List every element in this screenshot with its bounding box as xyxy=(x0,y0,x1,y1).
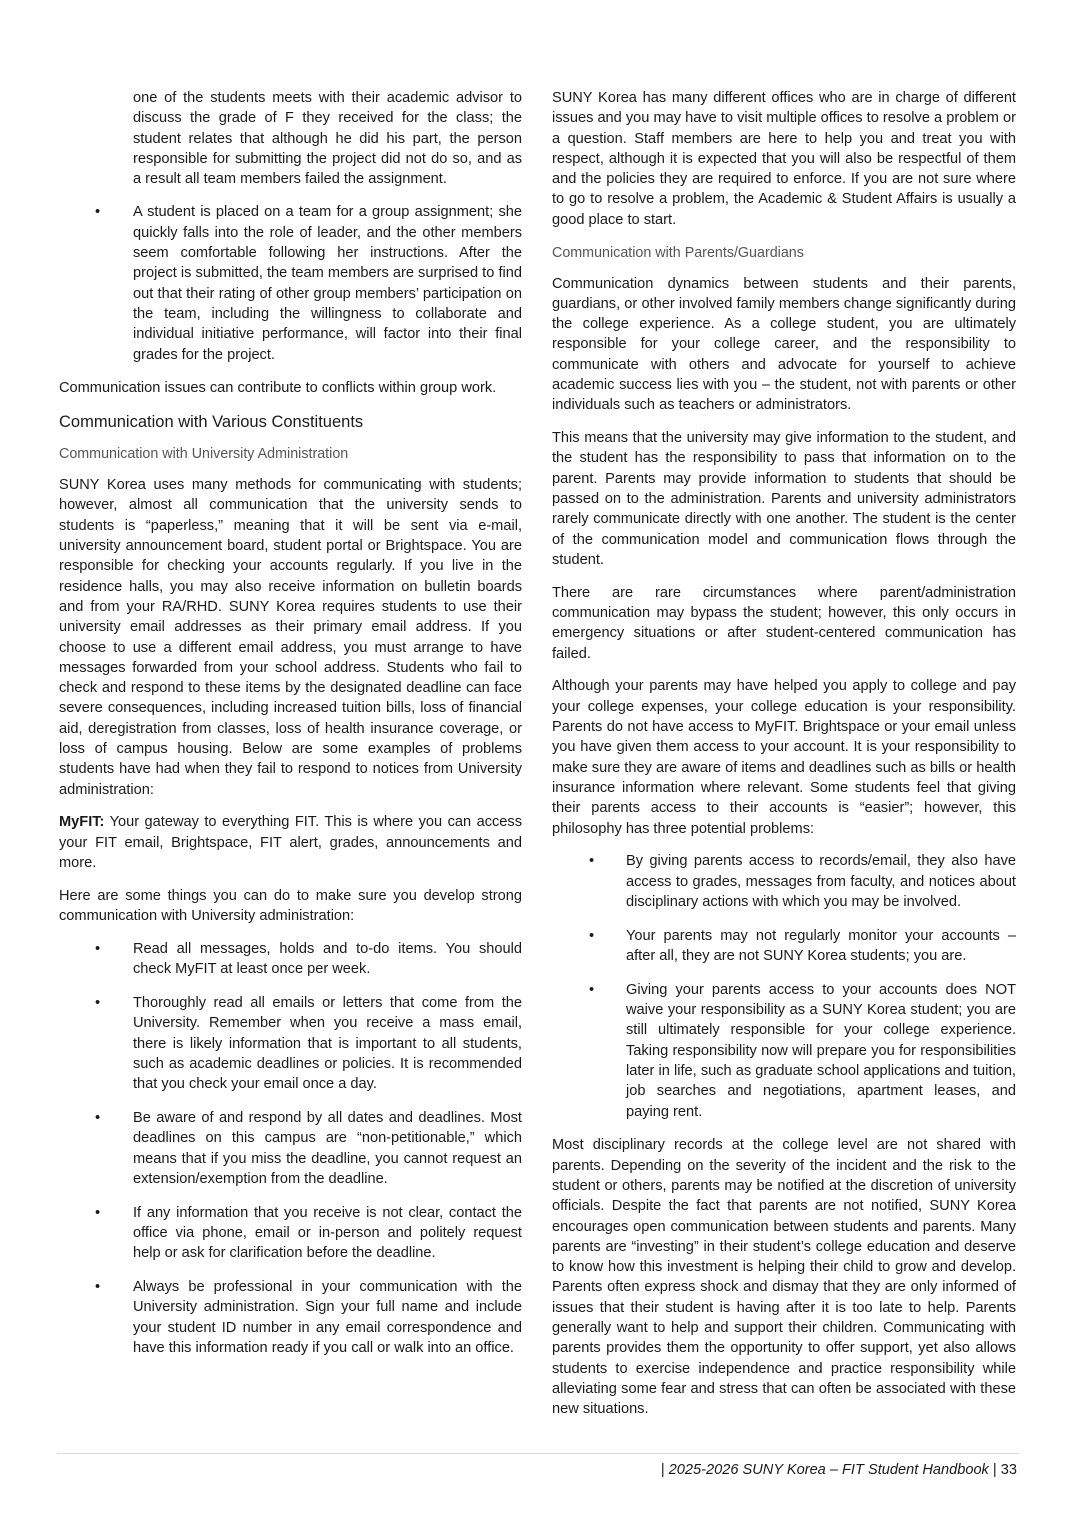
list-item-text: Be aware of and respond by all dates and deadlines. Most deadlines on this campus are “non-petitionable,” which means that if you miss the deadline, you cannot request an extension/exemption from the deadline. xyxy=(133,1109,522,1187)
paragraph-conflicts: Communication issues can contribute to conflicts within group work. xyxy=(59,380,497,397)
subheading-parents: Communication with Parents/Guardians xyxy=(552,244,804,261)
list-item xyxy=(552,851,1016,912)
bullet-icon: • xyxy=(589,981,595,998)
right-column xyxy=(552,88,1016,1432)
list-item-text: A student is placed on a team for a group assignment; she quickly falls into the role of leader, and the other members seem comfortable following her instructions. After the project is submitted, the team members are surprised to find out that their rating of other group members’ participation on the team, including the willingness to collaborate and individual initiative performance, will factor into their final grades for the project. xyxy=(133,204,522,363)
bullet-continuation: one of the students meets with their academic advisor to discuss the grade of F they received for the class; the student relates that although he did his part, the person responsible for submitting the project did not do so, and as a result all team members failed the assignment. xyxy=(133,90,522,188)
footer-separator: | xyxy=(660,1462,669,1478)
paragraph-myfit xyxy=(59,812,522,873)
page-footer xyxy=(661,1460,1017,1480)
myfit-text: Your gateway to everything FIT. This is where you can access your FIT email, Brightspace, FIT alert, grades, announcements and more. xyxy=(59,814,522,871)
list-item-text: Always be professional in your communication with the University administration. Sign your full name and include your student ID number in any email correspondence and have this information ready if you call or walk into an office. xyxy=(133,1279,522,1356)
subheading-administration: Communication with University Administration xyxy=(59,446,349,463)
list-item-text: Giving your parents access to your accounts does NOT waive your responsibility as a SUNY Korea student; you are still ultimately responsible for your college experience. Taking responsibility now will prepare you for responsibilities later in life, such as graduate school applications and tuition, job searches and negotiations, apartment leases, and paying rent. xyxy=(626,981,1016,1120)
bullet-icon: • xyxy=(589,853,595,870)
list-item xyxy=(552,980,1016,1122)
parent-access-bullets xyxy=(552,851,1016,1122)
list-item xyxy=(59,202,522,364)
list-item-text: Read all messages, holds and to-do items. You should check MyFIT at least once per week. xyxy=(133,940,522,978)
group-work-bullets xyxy=(59,202,522,364)
list-item xyxy=(59,993,522,1094)
left-column xyxy=(59,88,522,1372)
bullet-icon: • xyxy=(95,994,101,1011)
list-item-text: If any information that you receive is not clear, contact the office via phone, email or in-person and politely request help or ask for clarification before the deadline. xyxy=(133,1204,522,1262)
list-item xyxy=(552,926,1016,967)
bullet-icon: • xyxy=(95,940,101,957)
admin-tips-bullets xyxy=(59,939,522,1358)
bullet-icon: • xyxy=(95,1279,101,1296)
heading-constituents: Communication with Various Constituents xyxy=(59,413,364,432)
bullet-icon: • xyxy=(589,927,595,944)
footer-divider xyxy=(57,1453,1019,1454)
bullet-icon: • xyxy=(95,204,101,221)
list-item xyxy=(59,1108,522,1189)
list-item-text: Your parents may not regularly monitor your accounts – after all, they are not SUNY Korea students; you are. xyxy=(626,927,1016,964)
list-item xyxy=(59,939,522,980)
list-item-text: By giving parents access to records/email, they also have access to grades, messages from faculty, and notices about disciplinary actions with which you may be involved. xyxy=(626,853,1016,910)
paragraph-offices: SUNY Korea has many different offices who are in charge of different issues and you may have to visit multiple offices to resolve a problem or a question. Staff members are here to help you and treat you with respect, although it is expected that you will also be respectful of them and the policies they are required to enforce. If you are not sure where to go to resolve a problem, the Academic & Student Affairs is usually a good place to start. xyxy=(552,90,1016,228)
footer-separator: | xyxy=(988,1462,1001,1478)
page-number: 33 xyxy=(1000,1462,1017,1478)
paragraph-means: This means that the university may give information to the student, and the student has the responsibility to pass that information on to the parent. Parents may provide information to students that should be passed on to the administration. Parents and university administrators rarely communicate directly with one another. The student is the center of the communication model and communication flows through the student. xyxy=(552,430,1016,568)
paragraph-dynamics: Communication dynamics between students and their parents, guardians, or other involved family members change significantly during the college experience. As a college student, you are ultimately responsible for your college career, and the responsibility to communicate with others and advocate for yourself to achieve academic success lies with you – the student, not with parents or other individuals such as teachers or administrators. xyxy=(552,275,1016,414)
list-item xyxy=(59,1277,522,1358)
list-item xyxy=(59,1203,522,1264)
footer-title: 2025-2026 SUNY Korea – FIT Student Handbook xyxy=(668,1462,989,1478)
paragraph-rare: There are rare circumstances where parent/administration communication may bypass the student; however, this only occurs in emergency situations or after student-centered communication has failed. xyxy=(552,584,1016,662)
paragraph-although: Although your parents may have helped you apply to college and pay your college expenses, your college education is your responsibility. Parents do not have access to MyFIT. Brightspace or your email unless you have given them access to your account. It is your responsibility to make sure they are aware of items and deadlines such as bills or health insurance information where relevant. Some students feel that giving their parents access to their accounts is “easier”; however, this philosophy has three potential problems: xyxy=(552,678,1016,837)
myfit-label: MyFIT: xyxy=(59,814,105,831)
bullet-icon: • xyxy=(95,1204,101,1221)
paragraph-things: Here are some things you can do to make sure you develop strong communication with University administration: xyxy=(59,887,522,925)
paragraph-administration: SUNY Korea uses many methods for communicating with students; however, almost all communication that the university sends to students is “paperless,” meaning that it will be sent via e-mail, university announcement board, student portal or Brightspace. You are responsible for checking your accounts regularly. If you live in the residence halls, you may also receive information on bulletin boards and from your RA/RHD. SUNY Korea requires students to use their university email addresses as their primary email address. If you choose to use a different email address, you must arrange to have messages forwarded from your school address. Students who fail to check and respond to these items by the designated deadline can face severe consequences, including increased tuition bills, loss of financial aid, deregistration from classes, loss of health insurance coverage, or loss of campus housing. Below are some examples of problems students have had when they fail to respond to notices from University administration: xyxy=(59,477,522,798)
bullet-icon: • xyxy=(95,1109,101,1126)
list-item-text: Thoroughly read all emails or letters that come from the University. Remember when you receive a mass email, there is likely information that is important to all students, such as academic deadlines or policies. It is recommended that you check your email once a day. xyxy=(133,994,522,1093)
paragraph-disciplinary: Most disciplinary records at the college level are not shared with parents. Depending on the severity of the incident and the risk to the student or others, parents may be notified at the discretion of university officials. Despite the fact that parents are not notified, SUNY Korea encourages open communication between students and parents. Many parents are “investing” in their student’s college education and deserve to know how this investment is helping their child to grow and develop. Parents often express shock and dismay that they are only informed of issues that their student is having after it is too late to help. Parents generally want to help and support their children. Communicating with parents provides them the opportunity to offer support, yet also allows students to exercise independence and practice responsibility while alleviating some fear and stress that can often be associated with these new situations. xyxy=(552,1137,1016,1418)
